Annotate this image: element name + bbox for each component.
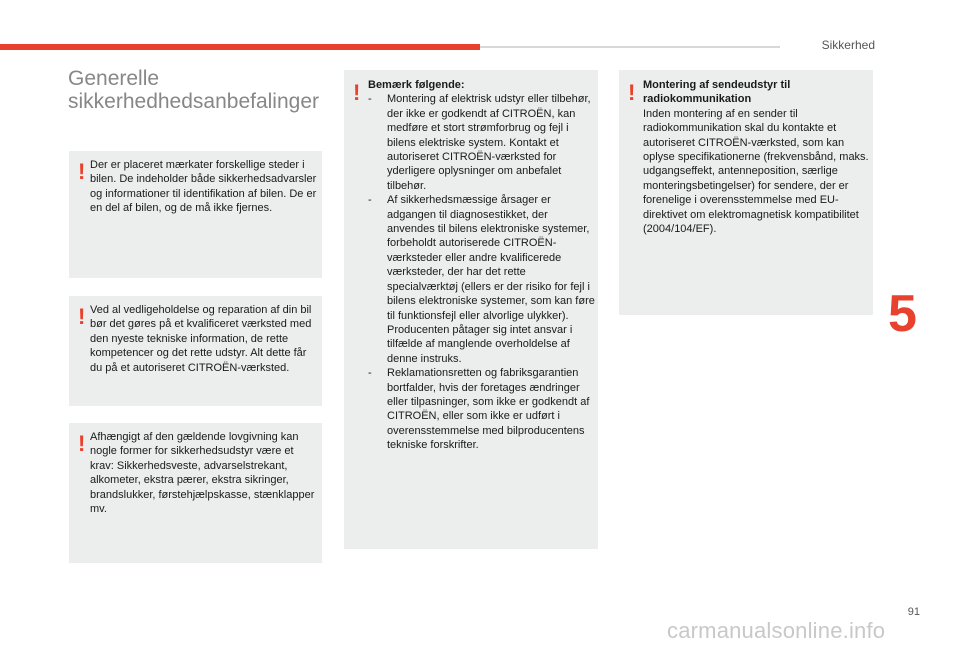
header-accent-bar	[0, 44, 480, 50]
watermark: carmanualsonline.info	[667, 618, 886, 643]
note-content	[368, 78, 596, 453]
note-box-maintenance	[69, 296, 322, 406]
section-label: Sikkerhed	[821, 38, 875, 52]
note-box-remarks	[344, 70, 598, 549]
list-item: - Af sikkerhedsmæssige årsager er adgangen til diagnosestikket, der anvendes til bilens elektroniske systemer, forbeholdt autoriserede CITROËN-værksteder eller andre kvalificerede værksteder, der har det rette specialværktøj (ellers er der risiko for fejl i bilens elektroniske systemer, som kan føre til funktionsfejl eller alvorlige ulykker). Producenten påtager sig intet ansvar i tilfælde af manglende overholdelse af denne instruks.	[368, 193, 596, 366]
exclamation-mark-icon: !	[353, 80, 361, 105]
page-title: Generelle sikkerhedhedsanbefalinger	[68, 67, 320, 113]
note-box-legislation	[69, 423, 322, 563]
header-divider	[480, 46, 780, 48]
note-title: Montering af sendeudstyr til radiokommunikation	[643, 79, 791, 106]
exclamation-mark-icon: !	[78, 159, 86, 184]
exclamation-mark-icon: !	[78, 304, 86, 329]
exclamation-mark-icon: !	[628, 80, 636, 105]
note-text: Ved al vedligeholdelse og reparation af din bil bør det gøres på et kvalificeret værksted med den nyeste tekniske information, de rette kompetencer og det rette udstyr. Alt dette får du på et autoriseret CITROËN-værksted.	[90, 304, 312, 374]
remarks-list	[368, 92, 596, 452]
note-text: Afhængigt af den gældende lovgivning kan nogle former for sikkerhedsudstyr være et krav: Sikkerhedsveste, advarselstrekant, alkometer, ekstra pærer, ekstra sikringer, brandslukker, førstehjælpskasse, stænklapper mv.	[90, 431, 315, 516]
note-box-transmitter	[619, 70, 873, 315]
chapter-number: 5	[888, 285, 917, 343]
note-text: Inden montering af en sender til radiokommunikation skal du kontakte et autoriseret CITROËN-værksted, som kan oplyse specifikationerne (frekvensbånd, maks. udgangseffekt, antenneposition, særlige monteringsbetingelser) for sendere, der er forenelige i overensstemmelse med EU-direktivet om elektromagnetisk kompatibilitet (2004/104/EF).	[643, 107, 869, 236]
list-item: - Reklamationsretten og fabriksgarantien bortfalder, hvis der foretages ændringer eller tilpasninger, som ikke er godkendt af CITROËN, eller som ikke er udført i overensstemmelse med bilproducentens tekniske forskrifter.	[368, 366, 596, 452]
note-text: Der er placeret mærkater forskellige steder i bilen. De indeholder både sikkerhedsadvarsler og informationer til identifikation af bilen. De er en del af bilen, og de må ikke fjernes.	[90, 159, 317, 215]
exclamation-mark-icon: !	[78, 431, 86, 456]
list-item: - Montering af elektrisk udstyr eller tilbehør, der ikke er godkendt af CITROËN, kan medføre et stort strømforbrug og fejl i bilens elektriske system. Kontakt et autoriseret CITROËN-værksted for yderligere oplysninger om anbefalet tilbehør.	[368, 92, 596, 193]
page-number: 91	[907, 606, 920, 618]
note-title: Bemærk følgende:	[368, 79, 465, 91]
note-content	[643, 78, 871, 236]
note-box-stickers	[69, 151, 322, 278]
